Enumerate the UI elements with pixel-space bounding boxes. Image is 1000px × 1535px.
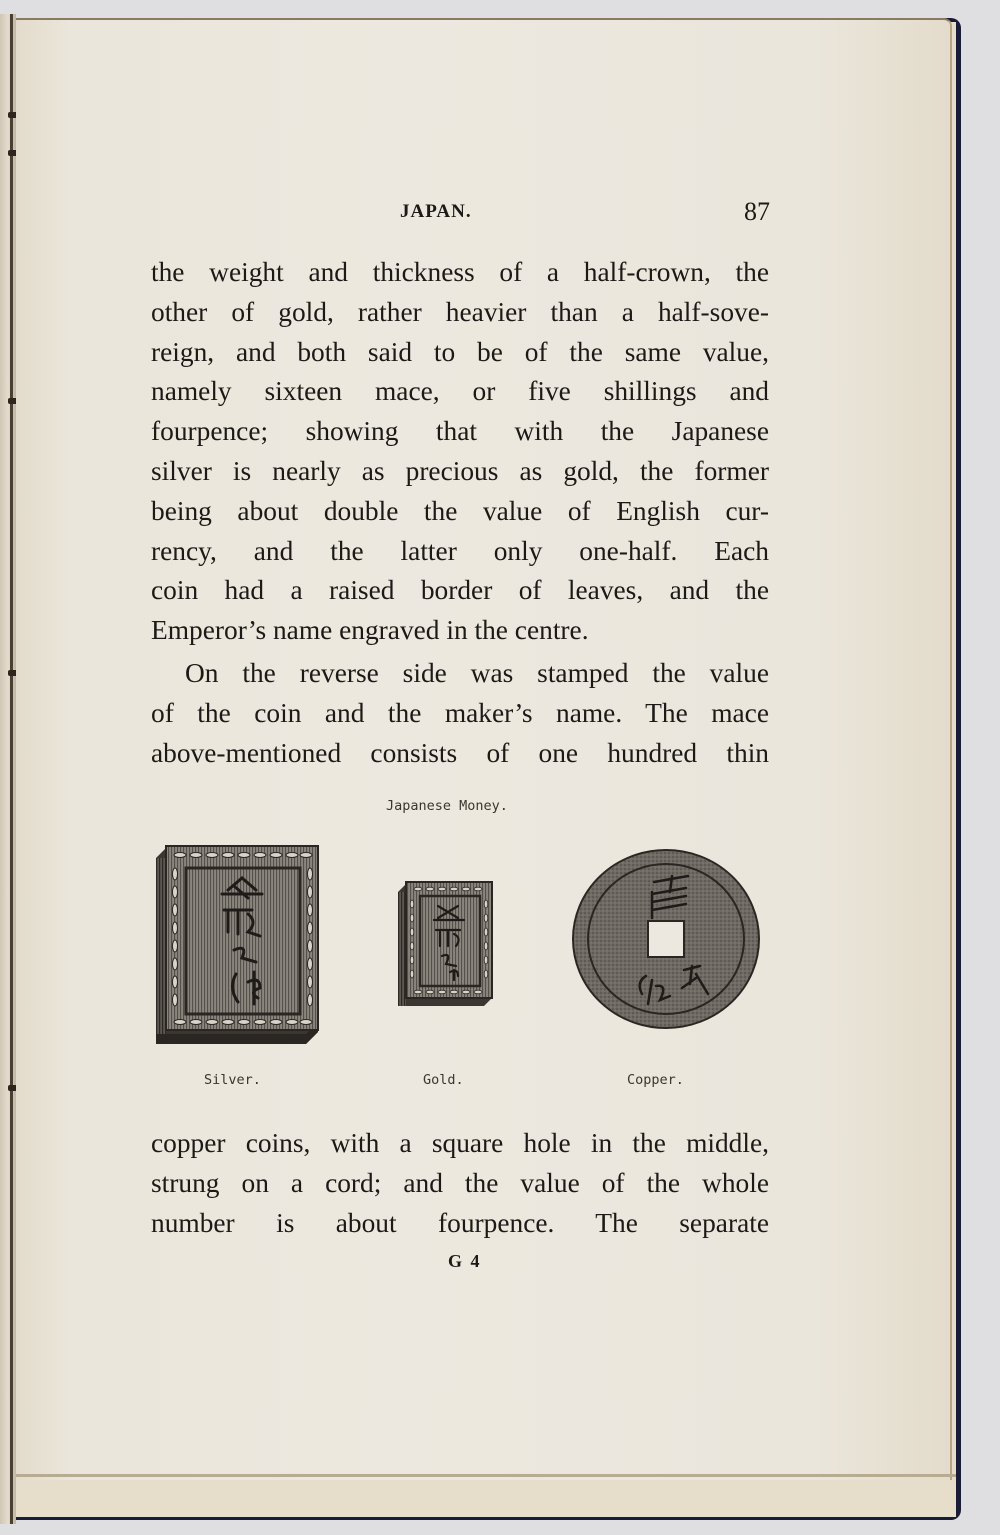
paragraph-3 (151, 1124, 769, 1243)
caption-copper: Copper. (627, 1072, 684, 1088)
text-line: strung on a cord; and the value of the whole (151, 1167, 769, 1198)
text-line: being about double the value of English cur- (151, 495, 769, 526)
square-hole (648, 921, 684, 957)
text-line: fourpence; showing that with the Japanese (151, 416, 769, 447)
text-line: other of gold, rather heavier than a half-sove- (151, 296, 769, 327)
text-line: of the coin and the maker’s name. The mace (151, 697, 769, 728)
figure-title: Japanese Money. (386, 798, 508, 814)
text-line: coin had a raised border of leaves, and the (151, 575, 769, 606)
text-line: copper coins, with a square hole in the middle, (151, 1128, 769, 1158)
gold-coin-illustration (398, 880, 494, 1008)
text-line: On the reverse side was stamped the value (185, 658, 769, 688)
text-line: Emperor’s name engraved in the centre. (151, 615, 589, 646)
text-line: reign, and both said to be of the same value, (151, 336, 769, 367)
text-line: the weight and thickness of a half-crown, the (151, 257, 769, 287)
facing-page-edge (0, 14, 16, 1524)
caption-gold: Gold. (423, 1072, 464, 1088)
text-line: rency, and the latter only one-half. Each (151, 535, 769, 566)
page-number: 87 (744, 197, 770, 226)
gutter-line (10, 14, 13, 1524)
text-line: silver is nearly as precious as gold, the former (151, 455, 769, 486)
paragraph-1 (151, 253, 769, 651)
silver-coin-illustration (156, 842, 324, 1048)
paragraph-2 (151, 654, 769, 773)
text-line: number is about fourpence. The separate (151, 1207, 769, 1238)
signature-mark: G 4 (448, 1251, 482, 1271)
running-head: JAPAN. (400, 201, 472, 222)
page-header (400, 197, 770, 227)
caption-silver: Silver. (204, 1072, 261, 1088)
text-line: namely sixteen mace, or five shillings and (151, 376, 769, 407)
copper-coin-illustration (572, 848, 762, 1030)
text-line: above-mentioned consists of one hundred thin (151, 737, 769, 768)
page-bottom-edge (16, 1474, 956, 1477)
